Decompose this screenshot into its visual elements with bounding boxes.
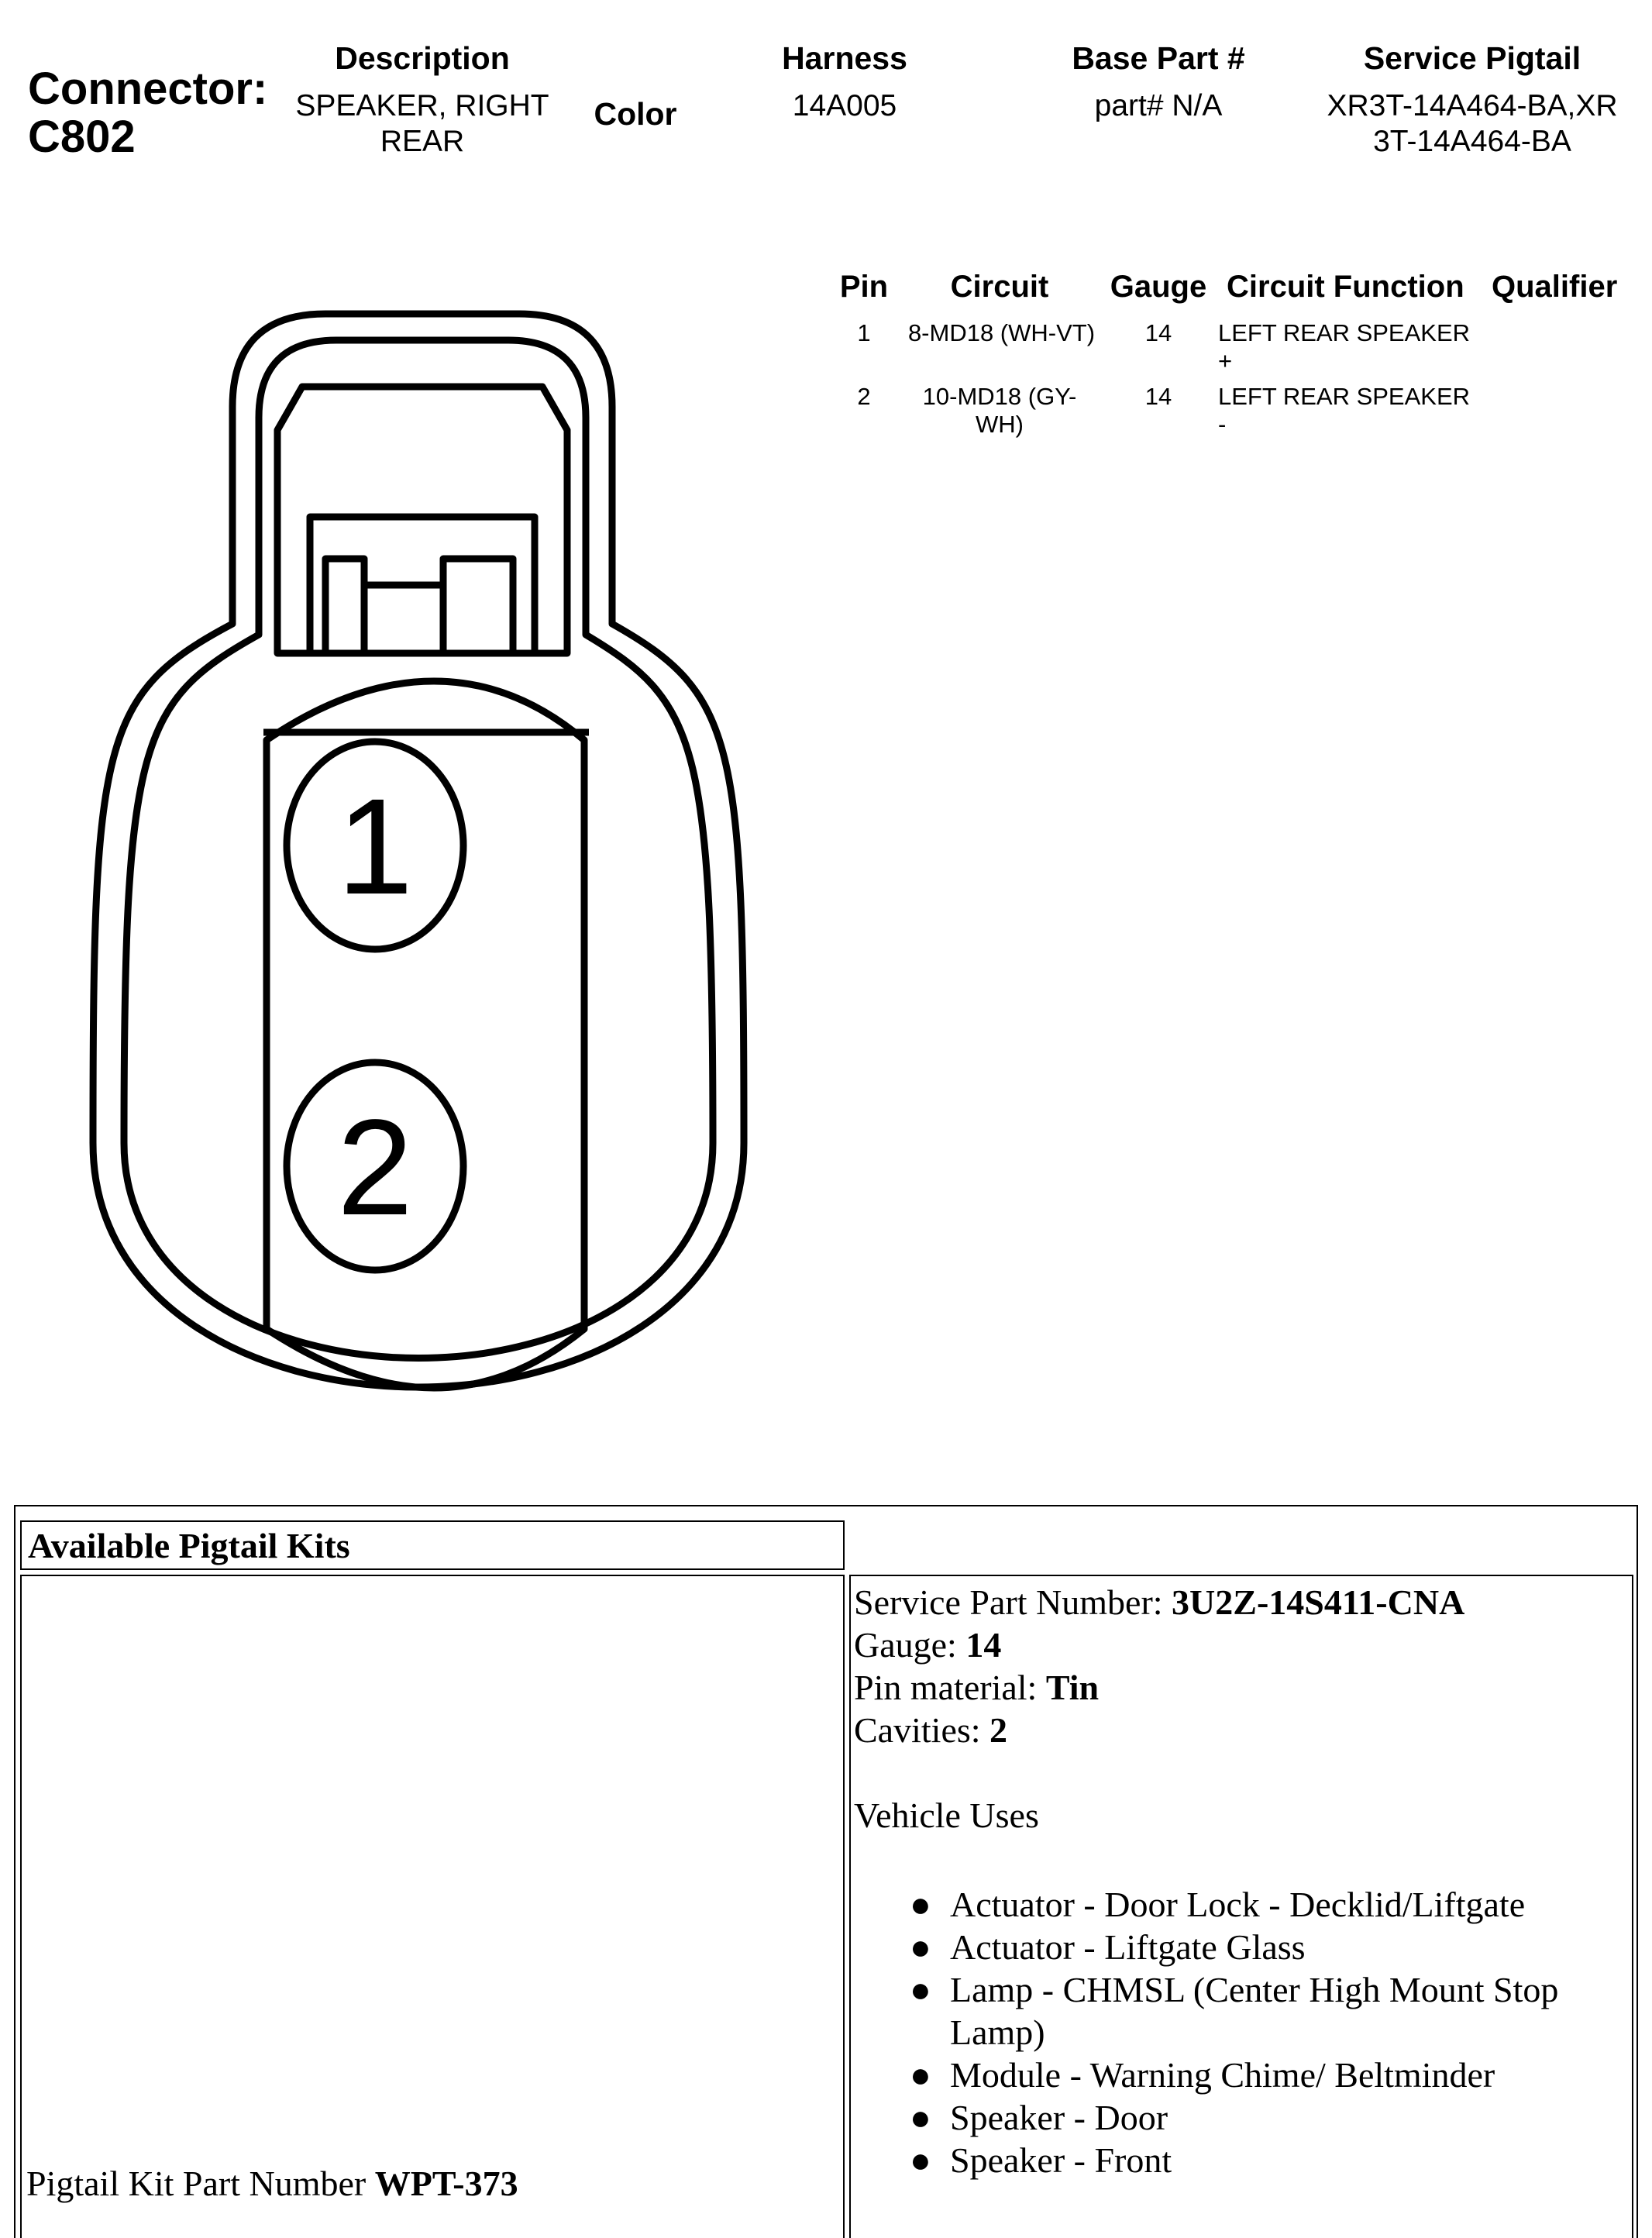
cavities-value: 2 — [989, 1710, 1008, 1750]
connector-title — [28, 65, 267, 161]
kit-image-cell — [20, 1575, 845, 2238]
base-part-value: part# N/A — [1094, 89, 1223, 122]
pigtail-kits-title: Available Pigtail Kits — [20, 1520, 845, 1570]
connector-label: Connector: — [28, 64, 268, 114]
service-part-label: Service Part Number: — [854, 1582, 1163, 1622]
connector-face-diagram — [31, 275, 806, 1468]
kit-part-number — [26, 2162, 832, 2205]
vehicle-uses-list — [910, 1883, 1616, 2181]
bullet-icon: ● — [910, 2055, 931, 2095]
description-header: Description — [335, 40, 510, 76]
pin-material-line — [854, 1666, 1629, 1709]
cavity-number: 1 — [337, 771, 413, 923]
vehicle-uses-title: Vehicle Uses — [854, 1796, 1039, 1835]
pin-material-label: Pin material: — [854, 1668, 1038, 1707]
kit-details — [854, 1581, 1629, 2181]
bullet-icon: ● — [910, 2098, 931, 2137]
connector-inner-outline — [124, 340, 713, 1358]
gauge-value: 14 — [1144, 319, 1172, 346]
bullet-icon: ● — [910, 1970, 931, 2009]
bullet-icon: ● — [910, 2140, 931, 2180]
pin-column-header: Pin — [839, 270, 889, 304]
harness-header: Harness — [782, 40, 907, 76]
vehicle-use-text: Actuator - Door Lock - Decklid/Liftgate — [950, 1885, 1526, 1924]
pin-material-value: Tin — [1045, 1668, 1100, 1707]
bullet-icon: ● — [910, 1927, 931, 1967]
cavities-line — [854, 1709, 1629, 1751]
cavity-number: 2 — [337, 1092, 413, 1244]
kit-part-value: WPT-373 — [374, 2164, 518, 2203]
circuit-column-header: Circuit — [950, 270, 1049, 304]
pin-number: 2 — [857, 383, 871, 410]
kit-part-label: Pigtail Kit Part Number — [26, 2164, 367, 2203]
service-pigtail-header: Service Pigtail — [1363, 40, 1581, 76]
list-item — [910, 1968, 1616, 2054]
gauge-line — [854, 1623, 1629, 1666]
vehicle-use-text: Lamp - CHMSL (Center High Mount Stop Lamp) — [950, 1970, 1559, 2052]
circuit-function: LEFT REAR SPEAKER + — [1218, 319, 1471, 374]
color-header: Color — [594, 96, 677, 132]
list-item — [910, 1926, 1616, 1968]
gauge-column-header: Gauge — [1110, 270, 1207, 304]
base-part-header: Base Part # — [1072, 40, 1245, 76]
list-item — [910, 2054, 1616, 2096]
gauge-value: 14 — [965, 1625, 1002, 1665]
vehicle-use-text: Speaker - Front — [950, 2140, 1172, 2180]
bullet-icon: ● — [910, 1885, 931, 1924]
circuit-function: LEFT REAR SPEAKER - — [1218, 383, 1471, 438]
vehicle-use-text: Speaker - Door — [950, 2098, 1168, 2137]
pin-number: 1 — [857, 319, 871, 346]
list-item — [910, 2139, 1616, 2181]
connector-id: C802 — [28, 112, 136, 162]
service-part-value: 3U2Z-14S411-CNA — [1172, 1582, 1465, 1622]
circuit-code: 8-MD18 (WH-VT) — [907, 319, 1096, 346]
qualifier-column-header: Qualifier — [1492, 270, 1618, 304]
vehicle-use-text: Actuator - Liftgate Glass — [950, 1927, 1306, 1967]
latch-notch — [325, 559, 513, 653]
circuit-function-column-header: Circuit Function — [1227, 270, 1464, 304]
gauge-label: Gauge: — [854, 1625, 957, 1665]
cavities-label: Cavities: — [854, 1710, 981, 1750]
vehicle-use-text: Module - Warning Chime/ Beltminder — [950, 2055, 1495, 2095]
list-item — [910, 1883, 1616, 1926]
list-item — [910, 2096, 1616, 2139]
gauge-value: 14 — [1144, 383, 1172, 410]
description-value: SPEAKER, RIGHT REAR — [295, 89, 549, 158]
circuit-code: 10-MD18 (GY-WH) — [922, 383, 1077, 438]
service-pigtail-value: XR3T-14A464-BA,XR3T-14A464-BA — [1327, 89, 1618, 158]
service-part-line — [854, 1581, 1629, 1623]
harness-value: 14A005 — [792, 89, 897, 122]
connector-outer-outline — [93, 314, 744, 1387]
cavity-panel — [267, 681, 584, 1388]
